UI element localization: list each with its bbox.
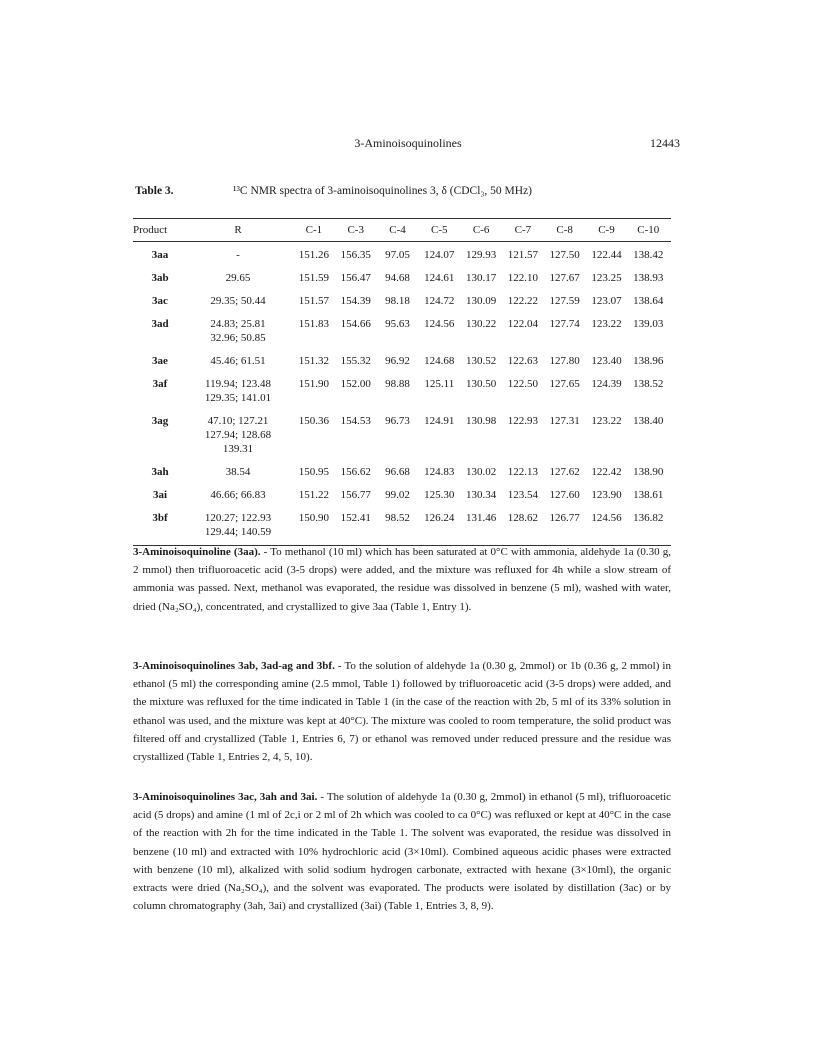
r-line: 119.94; 123.48	[205, 378, 271, 390]
shift-cell: 151.22	[298, 489, 330, 501]
column-header: C-10	[637, 224, 660, 236]
shift-cell: 130.22	[465, 318, 497, 330]
product-cell: 3ag	[151, 415, 169, 427]
table-row	[133, 368, 671, 405]
shift-cell: 99.02	[385, 489, 410, 501]
r-line: 129.44; 140.59	[204, 526, 272, 538]
shift-cell: 127.50	[549, 249, 580, 261]
shift-cell: 130.17	[465, 272, 497, 284]
r-line: 32.96; 50.85	[210, 332, 266, 344]
shift-cell: 127.62	[549, 466, 580, 478]
shift-cell: 138.40	[633, 415, 664, 427]
r-cell	[183, 377, 293, 405]
shift-cell: 122.04	[507, 318, 538, 330]
shift-cell: 138.52	[633, 378, 664, 390]
shift-cell: 123.25	[591, 272, 622, 284]
product-cell: 3ae	[152, 355, 168, 367]
product-cell: 3ah	[151, 466, 169, 478]
shift-cell: 138.93	[633, 272, 664, 284]
product-cell: 3aa	[151, 249, 169, 261]
r-line: 29.35; 50.44	[210, 295, 266, 307]
table-row	[133, 479, 671, 502]
r-cell	[183, 511, 293, 539]
table-header-row	[133, 219, 671, 241]
procedure-paragraph-3ac	[133, 788, 671, 915]
table-row	[133, 285, 671, 308]
shift-cell: 127.31	[549, 415, 580, 427]
column-header: C-6	[472, 224, 490, 236]
paragraph-title: 3-Aminoisoquinolines 3ac, 3ah and 3ai.	[133, 791, 318, 803]
shift-cell: 156.62	[340, 466, 371, 478]
shift-cell: 122.10	[507, 272, 538, 284]
shift-cell: 122.50	[507, 378, 538, 390]
shift-cell: 124.56	[591, 512, 622, 524]
r-cell	[183, 317, 293, 345]
r-cell	[183, 465, 293, 479]
column-header: C-1	[305, 224, 323, 236]
shift-cell: 124.56	[424, 318, 455, 330]
shift-cell: 138.96	[633, 355, 664, 367]
shift-cell: 150.90	[298, 512, 330, 524]
shift-cell: 155.32	[340, 355, 371, 367]
shift-cell: 124.07	[424, 249, 455, 261]
shift-cell: 130.50	[465, 378, 497, 390]
table-caption	[135, 185, 532, 197]
paragraph-text: - To methanol (10 ml) which has been saturated at 0°C with ammonia, aldehyde 1a (0.30 g, 2 mmol) then trifluoroacetic acid (3-5 drops) were added, and the mixture was refluxed for 4h while a slow stream of ammonia was passed. Next, methanol was evaporated, the residue was dissolved in benzene (5 ml), washed with water, dried (Na₂SO₄), concentrated, and crystallized to give 3aa (Table 1, Entry 1).	[133, 546, 671, 613]
shift-cell: 124.68	[424, 355, 455, 367]
shift-cell: 96.68	[385, 466, 410, 478]
r-line: 24.83; 25.81	[210, 318, 266, 330]
shift-cell: 138.64	[633, 295, 664, 307]
shift-cell: 122.42	[591, 466, 622, 478]
r-line: 127.94; 128.68	[204, 429, 272, 441]
r-line: 29.65	[225, 272, 251, 284]
shift-cell: 123.40	[591, 355, 622, 367]
r-cell	[183, 488, 293, 502]
product-cell: 3ai	[152, 489, 168, 501]
r-line: 47.10; 127.21	[207, 415, 269, 427]
shift-cell: 151.26	[298, 249, 330, 261]
shift-cell: 129.93	[465, 249, 497, 261]
shift-cell: 122.93	[507, 415, 538, 427]
shift-cell: 154.53	[340, 415, 371, 427]
shift-cell: 154.39	[340, 295, 371, 307]
header-title: 3-Aminoisoquinolines	[354, 136, 462, 150]
r-line: 38.54	[225, 466, 251, 478]
procedure-paragraph-3ab	[133, 657, 671, 766]
shift-cell: 122.63	[507, 355, 538, 367]
shift-cell: 156.47	[340, 272, 371, 284]
shift-cell: 98.52	[385, 512, 410, 524]
shift-cell: 139.03	[633, 318, 664, 330]
shift-cell: 152.41	[340, 512, 371, 524]
r-line: 46.66; 66.83	[210, 489, 266, 501]
shift-cell: 124.39	[591, 378, 622, 390]
table-row	[133, 345, 671, 368]
table-caption-text: ¹³C NMR spectra of 3-aminoisoquinolines 3, δ (CDCl₃, 50 MHz)	[233, 185, 533, 197]
table-row	[133, 502, 671, 539]
shift-cell: 136.82	[633, 512, 664, 524]
r-cell	[183, 414, 293, 456]
shift-cell: 98.88	[385, 378, 410, 390]
r-line: 139.31	[222, 443, 254, 455]
shift-cell: 150.95	[298, 466, 330, 478]
shift-cell: 151.90	[298, 378, 330, 390]
shift-cell: 156.35	[340, 249, 371, 261]
column-header: C-9	[598, 224, 615, 236]
table-body	[133, 242, 671, 539]
paragraph-text: - The solution of aldehyde 1a (0.30 g, 2mmol) in ethanol (5 ml), trifluoroacetic acid (5 drops) and amine (1 ml of 2c,i or 2 ml of 2h which was cooled to ca 0°C) was refluxed or kept at 40°C in the case of the reaction with 2h for the time indicated in the Table 1. The solvent was evaporated, the residue was dissolved in benzene (10 ml) and extracted with 10% hydrochloric acid (3×10ml). Combined aqueous acidic phases were extracted with benzene (10 ml), alkalized with solid sodium hydrogen carbonate, extracted with hexane (3×10ml), the organic extracts were dried (Na₂SO₄), and the solvent was evaporated. The products were isolated by distillation (3ac) or by column chromatography (3ah, 3ai) and crystallized (3ai) (Table 1, Entries 3, 8, 9).	[133, 791, 672, 913]
column-header: C-3	[347, 224, 364, 236]
column-header: C-8	[556, 224, 573, 236]
shift-cell: 121.57	[507, 249, 538, 261]
shift-cell: 126.24	[424, 512, 455, 524]
shift-cell: 127.67	[549, 272, 580, 284]
column-header: R	[234, 224, 242, 236]
page-number: 12443	[650, 136, 680, 150]
shift-cell: 151.32	[298, 355, 330, 367]
shift-cell: 125.11	[424, 378, 455, 390]
shift-cell: 150.36	[298, 415, 330, 427]
column-header: C-5	[431, 224, 448, 236]
shift-cell: 124.83	[424, 466, 455, 478]
shift-cell: 95.63	[385, 318, 410, 330]
shift-cell: 124.72	[424, 295, 455, 307]
shift-cell: 138.42	[633, 249, 664, 261]
shift-cell: 126.77	[549, 512, 580, 524]
shift-cell: 151.57	[298, 295, 330, 307]
shift-cell: 130.52	[465, 355, 497, 367]
shift-cell: 138.90	[633, 466, 664, 478]
shift-cell: 130.09	[465, 295, 497, 307]
table-row	[133, 308, 671, 345]
shift-cell: 122.44	[591, 249, 622, 261]
shift-cell: 122.13	[507, 466, 538, 478]
shift-cell: 127.60	[549, 489, 580, 501]
shift-cell: 127.80	[549, 355, 580, 367]
product-cell: 3ad	[151, 318, 169, 330]
shift-cell: 151.59	[298, 272, 330, 284]
table-label: Table 3.	[135, 185, 174, 197]
shift-cell: 97.05	[385, 249, 410, 261]
shift-cell: 98.18	[385, 295, 410, 307]
product-cell: 3ac	[152, 295, 168, 307]
shift-cell: 128.62	[507, 512, 538, 524]
r-line: 120.27; 122.93	[204, 512, 272, 524]
paragraph-title: 3-Aminoisoquinolines 3ab, 3ad-ag and 3bf.	[133, 660, 335, 672]
paragraph-text: - To the solution of aldehyde 1a (0.30 g, 2mmol) or 1b (0.36 g, 2 mmol) in ethanol (5 ml) the corresponding amine (2.5 mmol, Table 1) followed by trifluoroacetic acid (3-5 drops) were added, and the mixture was refluxed for the time indicated in Table 1 (in the case of the reaction with 2b, 5 ml of its 33% solution in ethanol was used, and the mixture was kept at 40°C). The mixture was cooled to room temperature, the solid product was filtered off and crystallized (Table 1, Entries 6, 7) or ethanol was removed under reduced pressure and the residue was crystallized (Table 1, Entries 2, 4, 5, 10).	[133, 660, 671, 764]
shift-cell: 124.61	[424, 272, 455, 284]
shift-cell: 123.07	[591, 295, 622, 307]
shift-cell: 138.61	[633, 489, 664, 501]
column-header: C-4	[389, 224, 406, 236]
shift-cell: 123.54	[507, 489, 538, 501]
shift-cell: 96.73	[385, 415, 410, 427]
shift-cell: 156.77	[340, 489, 371, 501]
table-row	[133, 405, 671, 456]
table-row	[133, 242, 671, 262]
paragraph-title: 3-Aminoisoquinoline (3aa).	[133, 546, 261, 558]
shift-cell: 130.98	[465, 415, 497, 427]
shift-cell: 131.46	[465, 512, 497, 524]
r-cell	[183, 248, 293, 262]
shift-cell: 127.65	[549, 378, 580, 390]
shift-cell: 123.22	[591, 318, 622, 330]
shift-cell: 96.92	[385, 355, 410, 367]
shift-cell: 123.90	[591, 489, 622, 501]
shift-cell: 94.68	[385, 272, 410, 284]
table-row	[133, 456, 671, 479]
shift-cell: 130.34	[465, 489, 497, 501]
r-cell	[183, 354, 293, 368]
shift-cell: 122.22	[507, 295, 538, 307]
shift-cell: 151.83	[298, 318, 330, 330]
product-cell: 3ab	[151, 272, 169, 284]
r-line: -	[236, 249, 240, 261]
shift-cell: 123.22	[591, 415, 622, 427]
product-cell: 3af	[152, 378, 168, 390]
procedure-paragraph-3aa	[133, 543, 671, 616]
shift-cell: 125.30	[424, 489, 455, 501]
shift-cell: 130.02	[465, 466, 497, 478]
r-cell	[183, 294, 293, 308]
shift-cell: 127.74	[549, 318, 580, 330]
column-header: C-7	[514, 224, 532, 236]
shift-cell: 124.91	[424, 415, 455, 427]
shift-cell: 152.00	[340, 378, 371, 390]
column-header: Product	[133, 224, 168, 236]
table-row	[133, 262, 671, 285]
r-line: 45.46; 61.51	[210, 355, 266, 367]
shift-cell: 127.59	[549, 295, 580, 307]
shift-cell: 154.66	[340, 318, 371, 330]
product-cell: 3bf	[152, 512, 168, 524]
nmr-table	[133, 218, 671, 546]
r-line: 129.35; 141.01	[204, 392, 272, 404]
r-cell	[183, 271, 293, 285]
